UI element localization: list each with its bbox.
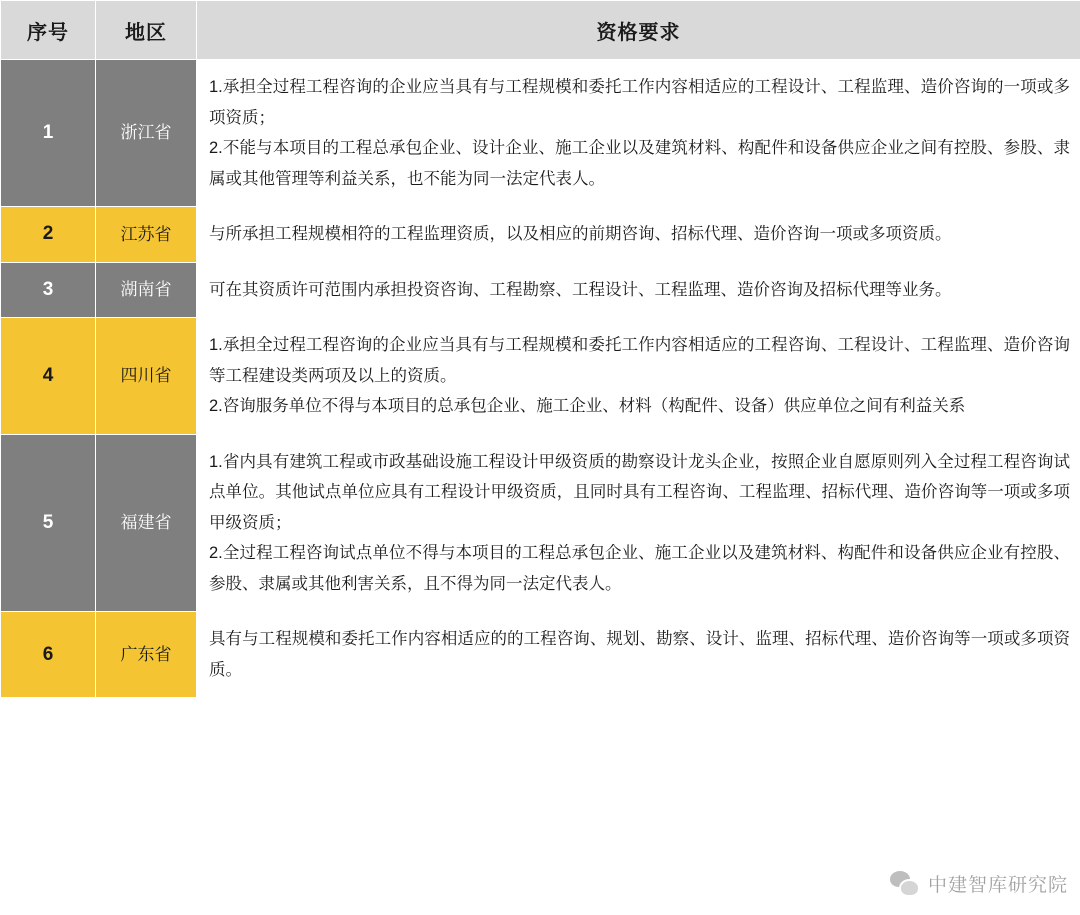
table-row bbox=[1, 60, 1080, 207]
wechat-watermark-label: 中建智库研究院 bbox=[927, 875, 1068, 896]
column-header-requirements: 资格要求 bbox=[197, 1, 1080, 60]
requirement-paragraph: 具有与工程规模和委托工作内容相适应的的工程咨询、规划、勘察、设计、监理、招标代理、造价咨询等一项或多项资质。 bbox=[209, 630, 1070, 679]
row-requirements bbox=[197, 434, 1080, 612]
requirement-paragraph: 可在其资质许可范围内承担投资咨询、工程勘察、工程设计、工程监理、造价咨询及招标代理等业务。 bbox=[209, 280, 952, 299]
table-row bbox=[1, 207, 1080, 263]
row-requirements bbox=[197, 262, 1080, 318]
row-requirements bbox=[197, 318, 1080, 435]
row-requirements bbox=[197, 207, 1080, 263]
column-header-index: 序号 bbox=[1, 1, 96, 60]
row-requirements bbox=[197, 60, 1080, 207]
row-region: 湖南省 bbox=[96, 262, 197, 318]
requirement-paragraph: 1.省内具有建筑工程或市政基础设施工程设计甲级资质的勘察设计龙头企业，按照企业自愿原则列入全过程工程咨询试点单位。其他试点单位应具有工程设计甲级资质，且同时具有工程咨询、工程监理、招标代理、造价咨询等一项或多项甲级资质； bbox=[209, 452, 1070, 532]
row-index: 4 bbox=[1, 318, 96, 435]
wechat-watermark bbox=[890, 870, 1068, 897]
requirement-paragraph: 1.承担全过程工程咨询的企业应当具有与工程规模和委托工作内容相适应的工程设计、工程监理、造价咨询的一项或多项资质； bbox=[209, 78, 1070, 127]
requirement-paragraph: 2.不能与本项目的工程总承包企业、设计企业、施工企业以及建筑材料、构配件和设备供应企业之间有控股、参股、隶属或其他管理等利益关系，也不能为同一法定代表人。 bbox=[209, 139, 1070, 188]
table-row bbox=[1, 434, 1080, 612]
table-row bbox=[1, 612, 1080, 698]
row-index: 3 bbox=[1, 262, 96, 318]
row-region: 江苏省 bbox=[96, 207, 197, 263]
row-region: 福建省 bbox=[96, 434, 197, 612]
table-row bbox=[1, 318, 1080, 435]
requirement-paragraph: 2.咨询服务单位不得与本项目的总承包企业、施工企业、材料（构配件、设备）供应单位之间有利益关系 bbox=[209, 397, 966, 416]
column-header-region: 地区 bbox=[96, 1, 197, 60]
row-requirements bbox=[197, 612, 1080, 698]
requirement-paragraph: 2.全过程工程咨询试点单位不得与本项目的工程总承包企业、施工企业以及建筑材料、构配件和设备供应企业有控股、参股、隶属或其他利害关系，且不得为同一法定代表人。 bbox=[209, 544, 1070, 593]
row-region: 广东省 bbox=[96, 612, 197, 698]
table-header-row bbox=[1, 1, 1080, 60]
wechat-icon bbox=[890, 871, 920, 897]
table-row bbox=[1, 262, 1080, 318]
row-index: 5 bbox=[1, 434, 96, 612]
requirement-paragraph: 与所承担工程规模相符的工程监理资质，以及相应的前期咨询、招标代理、造价咨询一项或多项资质。 bbox=[209, 225, 952, 244]
row-region: 浙江省 bbox=[96, 60, 197, 207]
table-body bbox=[1, 60, 1080, 698]
row-region: 四川省 bbox=[96, 318, 197, 435]
row-index: 6 bbox=[1, 612, 96, 698]
requirement-paragraph: 1.承担全过程工程咨询的企业应当具有与工程规模和委托工作内容相适应的工程咨询、工程设计、工程监理、造价咨询等工程建设类两项及以上的资质。 bbox=[209, 336, 1070, 385]
row-index: 2 bbox=[1, 207, 96, 263]
row-index: 1 bbox=[1, 60, 96, 207]
